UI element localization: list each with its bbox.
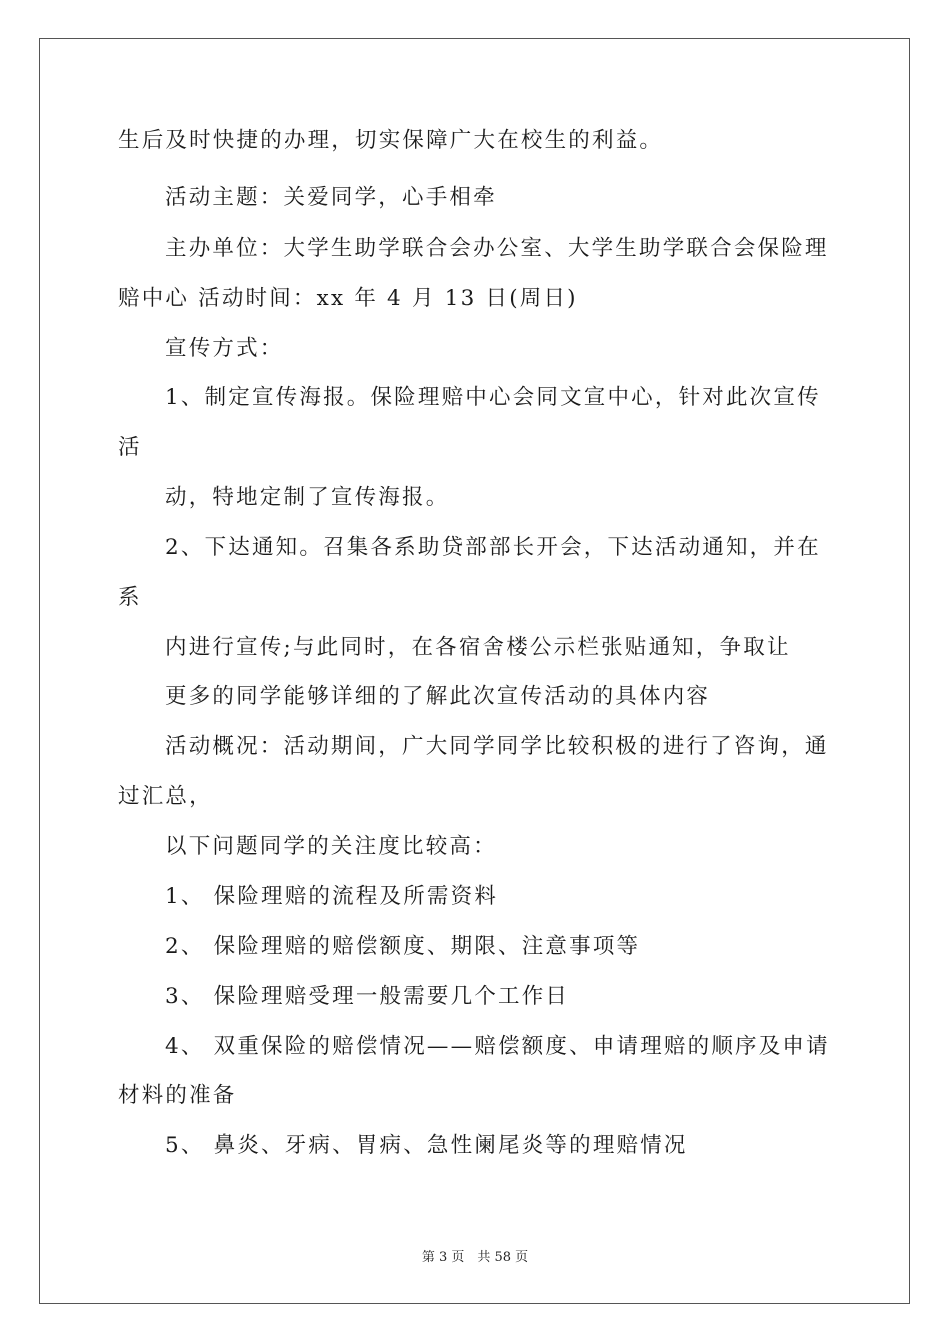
text-line: 过汇总， xyxy=(118,784,213,809)
page-border xyxy=(39,38,910,1304)
text-line: 赔中心 活动时间：xx 年 4 月 13 日(周日) xyxy=(118,286,578,311)
text-line: 2、下达通知。召集各系助贷部部长开会，下达活动通知，并在 xyxy=(165,535,821,560)
text-line: 材料的准备 xyxy=(118,1083,237,1108)
text-line: 活 xyxy=(118,435,142,460)
text-line: 更多的同学能够详细的了解此次宣传活动的具体内容 xyxy=(165,684,711,709)
text-line: 活动主题：关爱同学，心手相牵 xyxy=(165,185,497,210)
text-line: 主办单位：大学生助学联合会办公室、大学生助学联合会保险理 xyxy=(165,236,829,261)
text-line: 活动概况：活动期间，广大同学同学比较积极的进行了咨询，通 xyxy=(165,734,829,759)
text-line: 1、制定宣传海报。保险理赔中心会同文宣中心，针对此次宣传 xyxy=(165,385,821,410)
text-line: 生后及时快捷的办理，切实保障广大在校生的利益。 xyxy=(118,128,664,153)
text-line: 系 xyxy=(118,585,142,610)
list-item: 5、 鼻炎、牙病、胃病、急性阑尾炎等的理赔情况 xyxy=(165,1133,688,1158)
text-line: 以下问题同学的关注度比较高： xyxy=(165,834,497,859)
list-item: 1、 保险理赔的流程及所需资料 xyxy=(165,884,499,909)
text-line: 内进行宣传;与此同时，在各宿舍楼公示栏张贴通知，争取让 xyxy=(165,635,791,660)
text-line: 动，特地定制了宣传海报。 xyxy=(165,485,450,510)
list-item: 2、 保险理赔的赔偿额度、期限、注意事项等 xyxy=(165,934,641,959)
list-item: 4、 双重保险的赔偿情况——赔偿额度、申请理赔的顺序及申请 xyxy=(165,1034,830,1059)
text-line: 宣传方式： xyxy=(165,336,284,361)
list-item: 3、 保险理赔受理一般需要几个工作日 xyxy=(165,984,570,1009)
page-number: 第 3 页 共 58 页 xyxy=(421,1250,529,1265)
